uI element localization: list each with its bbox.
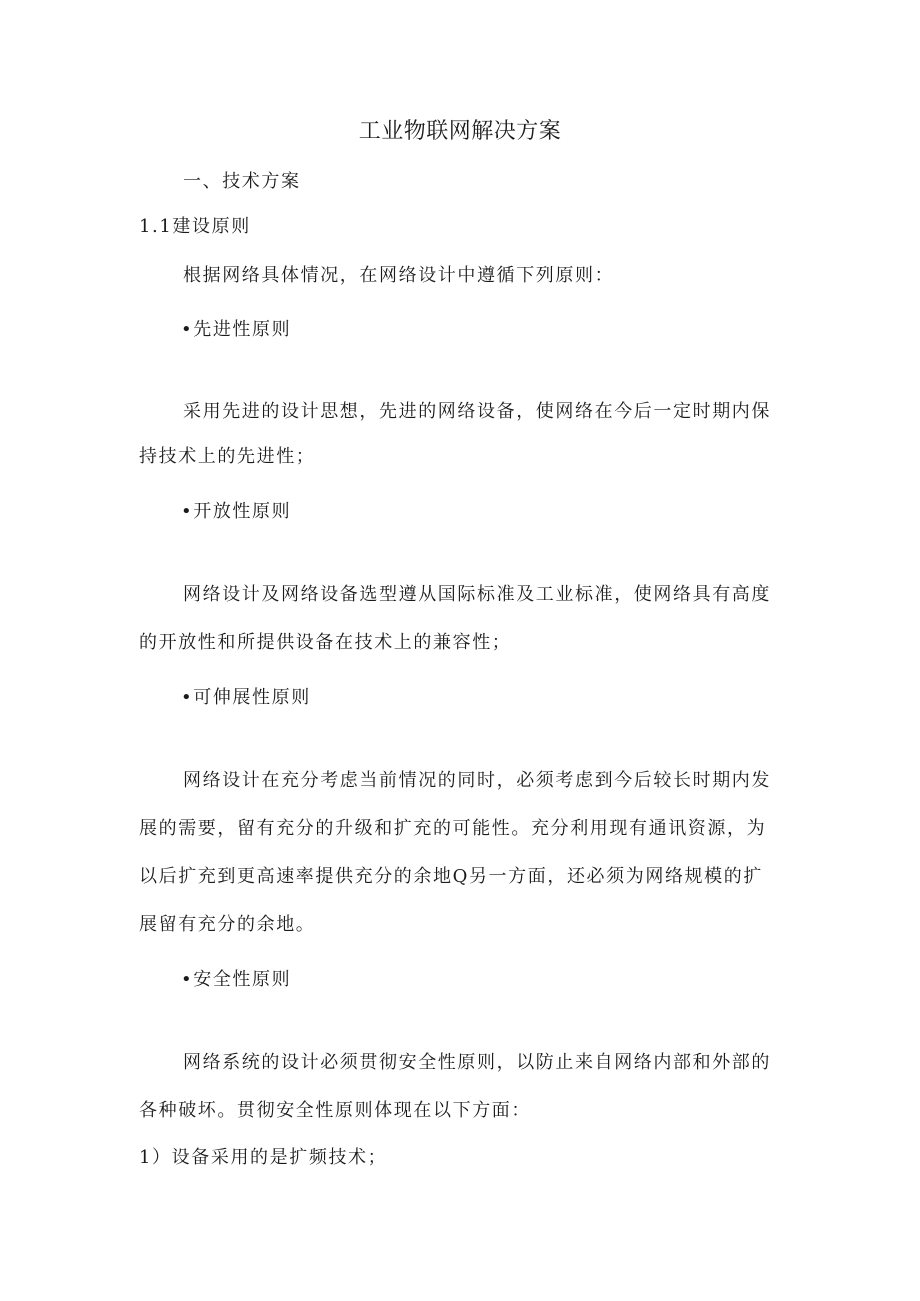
principle-heading-scalability: •可伸展性原则 <box>181 687 311 708</box>
paragraph-line: 的开放性和所提供设备在技术上的兼容性； <box>139 632 512 653</box>
subsection-heading: 1.1建设原则 <box>139 216 251 237</box>
paragraph-line: 展的需要，留有充分的升级和扩充的可能性。充分利用现有通讯资源，为 <box>139 818 767 839</box>
paragraph-line: 持技术上的先进性； <box>139 446 316 467</box>
intro-paragraph: 根据网络具体情况，在网络设计中遵循下列原则： <box>183 265 615 286</box>
principle-heading-security: •安全性原则 <box>181 969 292 990</box>
principle-heading-advanced: •先进性原则 <box>181 319 292 340</box>
paragraph-line: 网络设计及网络设备选型遵从国际标准及工业标准，使网络具有高度 <box>183 584 771 605</box>
principle-heading-openness: •开放性原则 <box>181 501 292 522</box>
numbered-list-item: 1）设备采用的是扩频技术； <box>139 1147 388 1168</box>
page-title: 工业物联网解决方案 <box>358 119 562 144</box>
paragraph-line: 采用先进的设计思想，先进的网络设备，使网络在今后一定时期内保 <box>183 401 771 422</box>
paragraph-line: 展留有充分的余地。 <box>139 914 316 935</box>
paragraph-line: 各种破坏。贯彻安全性原则体现在以下方面： <box>139 1100 531 1121</box>
paragraph-line: 以后扩充到更高速率提供充分的余地Q另一方面，还必须为网络规模的扩 <box>139 866 763 887</box>
paragraph-line: 网络设计在充分考虑当前情况的同时，必须考虑到今后较长时期内发 <box>183 770 771 791</box>
paragraph-line: 网络系统的设计必须贯彻安全性原则，以防止来自网络内部和外部的 <box>183 1052 771 1073</box>
section-heading: 一、技术方案 <box>183 171 301 192</box>
